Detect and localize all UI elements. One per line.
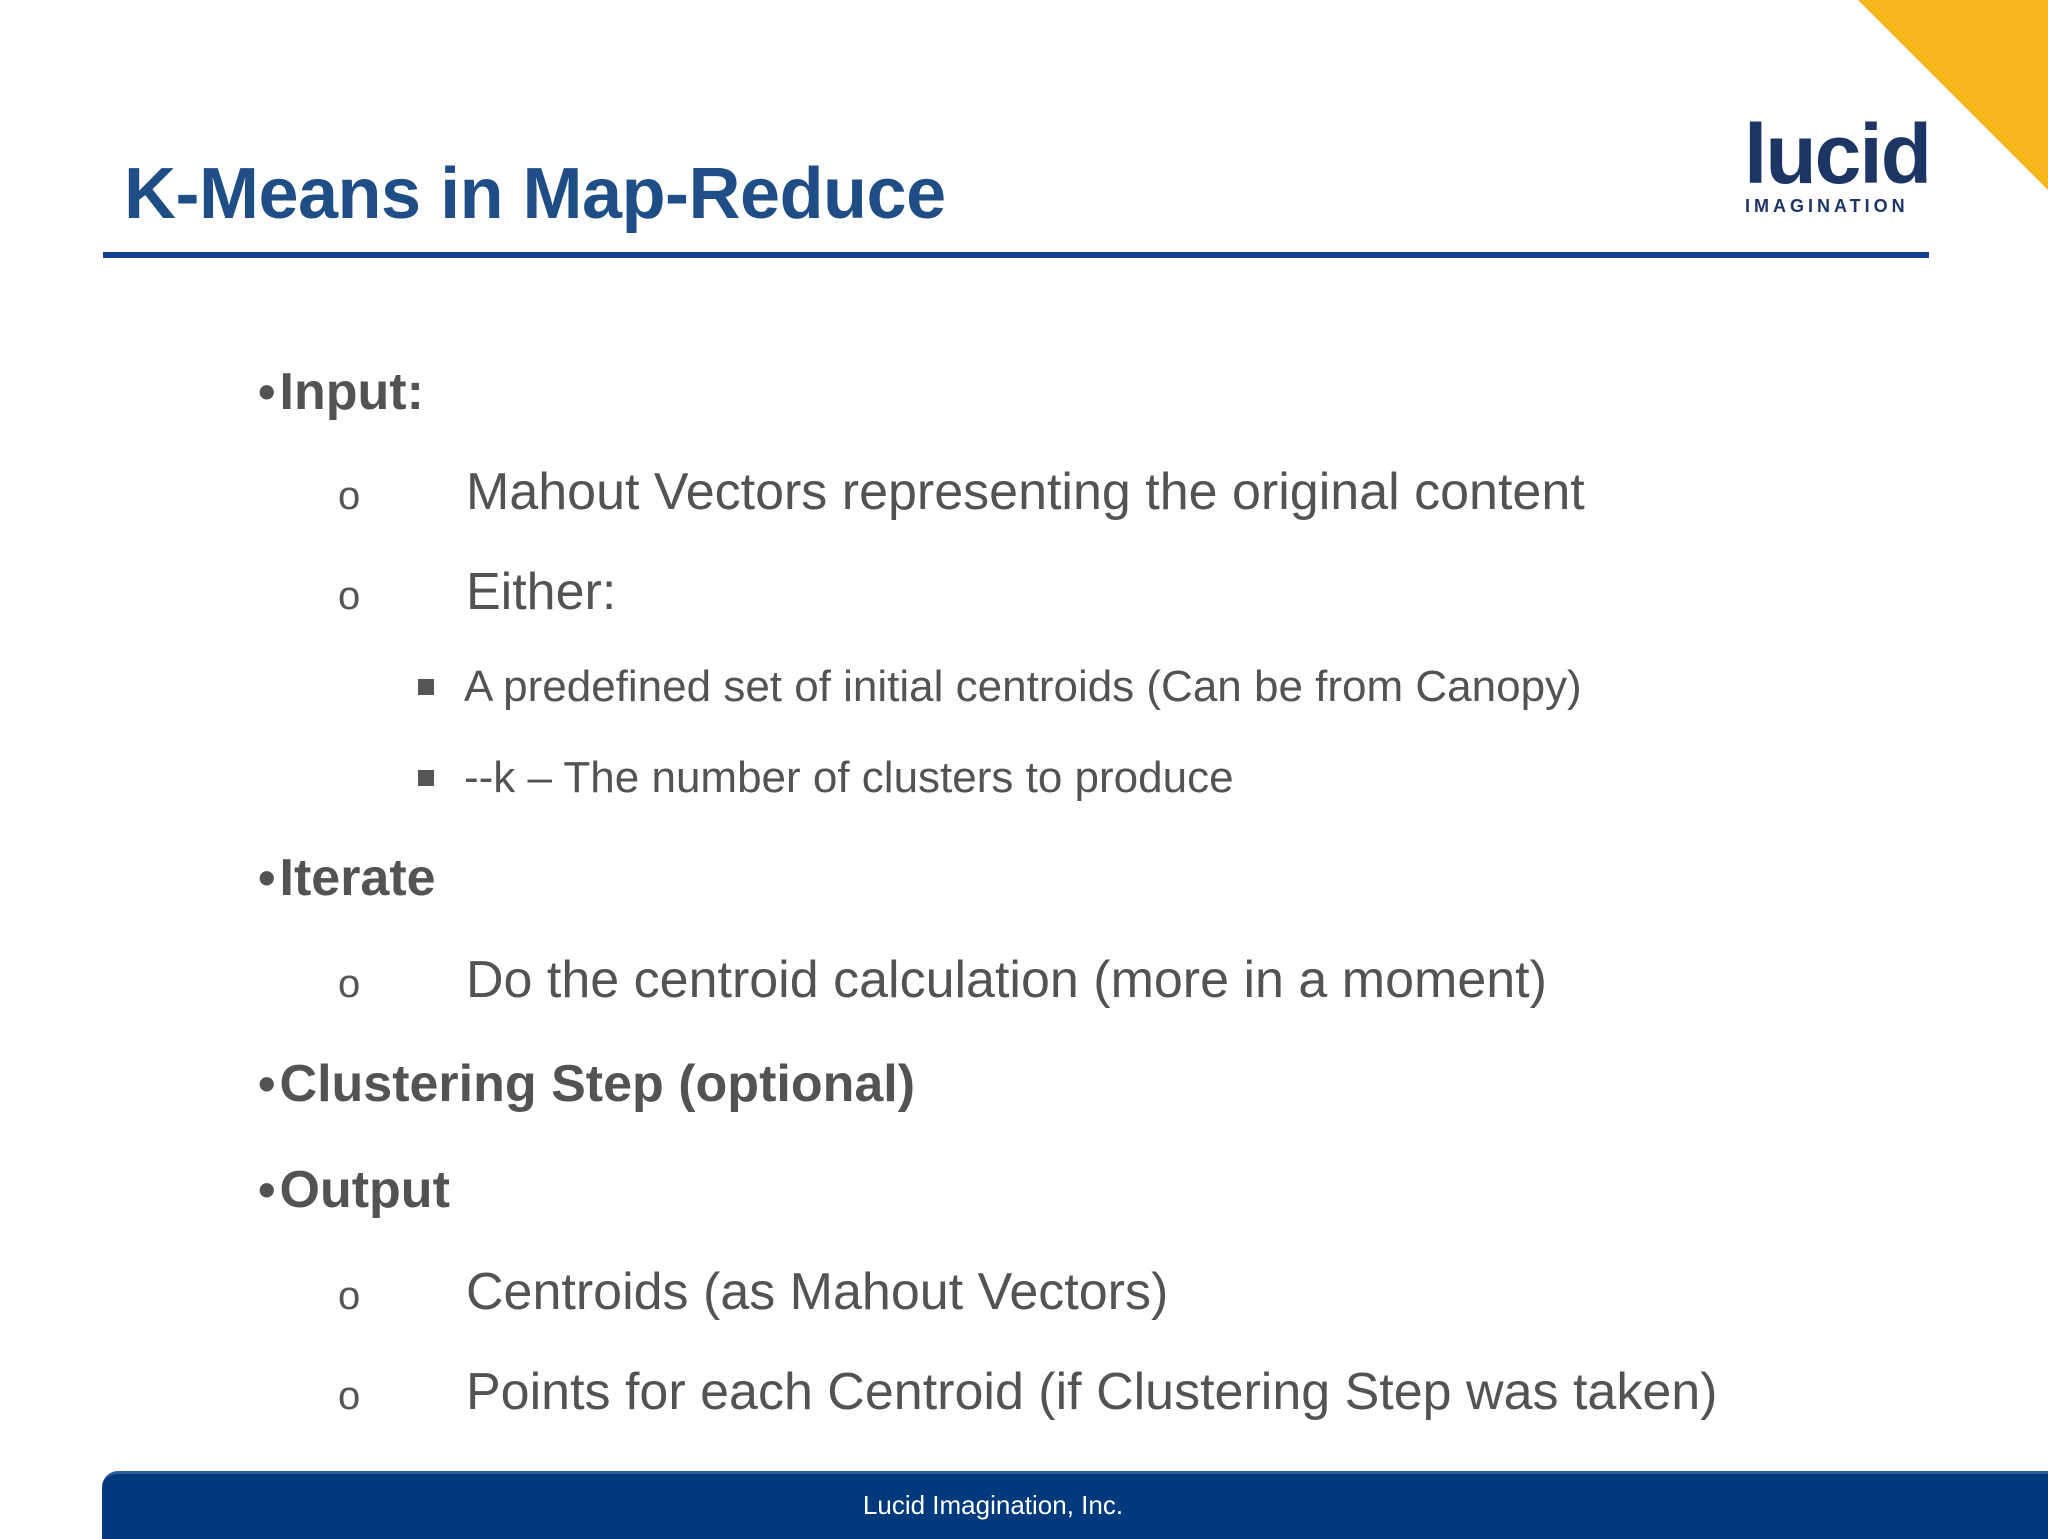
- sub-bullet-either: [338, 563, 617, 621]
- square-bullet-icon: [418, 770, 434, 786]
- bullet-marker: •: [258, 1056, 276, 1112]
- bullet-marker: •: [258, 1162, 276, 1218]
- sub-bullet-text: Centroids (as Mahout Vectors): [466, 1263, 1169, 1321]
- logo-subtitle: IMAGINATION: [1745, 196, 1909, 216]
- square-bullet-icon: [418, 679, 434, 695]
- sub-bullet-marker: o: [338, 1274, 361, 1318]
- bullet-marker: •: [258, 850, 276, 906]
- sub-bullet-text: Mahout Vectors representing the original content: [466, 463, 1585, 521]
- sub-bullet-text: Do the centroid calculation (more in a moment): [466, 951, 1547, 1009]
- bullet-label: Clustering Step (optional): [279, 1055, 916, 1113]
- sub-bullet-text: Points for each Centroid (if Clustering Step was taken): [466, 1363, 1718, 1421]
- bullet-clustering-step: [258, 1055, 916, 1113]
- slide-title: K-Means in Map-Reduce: [124, 154, 946, 234]
- sub-sub-bullet-centroids: [418, 662, 1582, 711]
- sub-bullet-vectors: [338, 463, 1585, 521]
- sub-bullet-marker: o: [338, 474, 361, 518]
- bullet-output: [258, 1161, 450, 1219]
- sub-bullet-marker: o: [338, 1374, 361, 1418]
- sub-bullet-points: [338, 1363, 1718, 1421]
- logo-wordmark: lucid: [1744, 107, 1931, 201]
- bullet-input: [258, 363, 424, 421]
- sub-bullet-text: Either:: [466, 563, 617, 621]
- sub-bullet-centroid-calc: [338, 951, 1547, 1009]
- bullet-label: Iterate: [279, 849, 436, 907]
- bullet-iterate: [258, 849, 436, 907]
- bullet-label: Output: [279, 1161, 450, 1219]
- sub-sub-bullet-text: A predefined set of initial centroids (Can be from Canopy): [464, 662, 1582, 711]
- sub-sub-bullet-text: --k – The number of clusters to produce: [464, 753, 1234, 802]
- sub-sub-bullet-k: [418, 753, 1234, 802]
- bullet-marker: •: [258, 364, 276, 420]
- bullet-label: Input:: [279, 363, 424, 421]
- sub-bullet-marker: o: [338, 962, 361, 1006]
- footer-text: Lucid Imagination, Inc.: [862, 1490, 1124, 1520]
- sub-bullet-centroids: [338, 1263, 1169, 1321]
- sub-bullet-marker: o: [338, 574, 361, 618]
